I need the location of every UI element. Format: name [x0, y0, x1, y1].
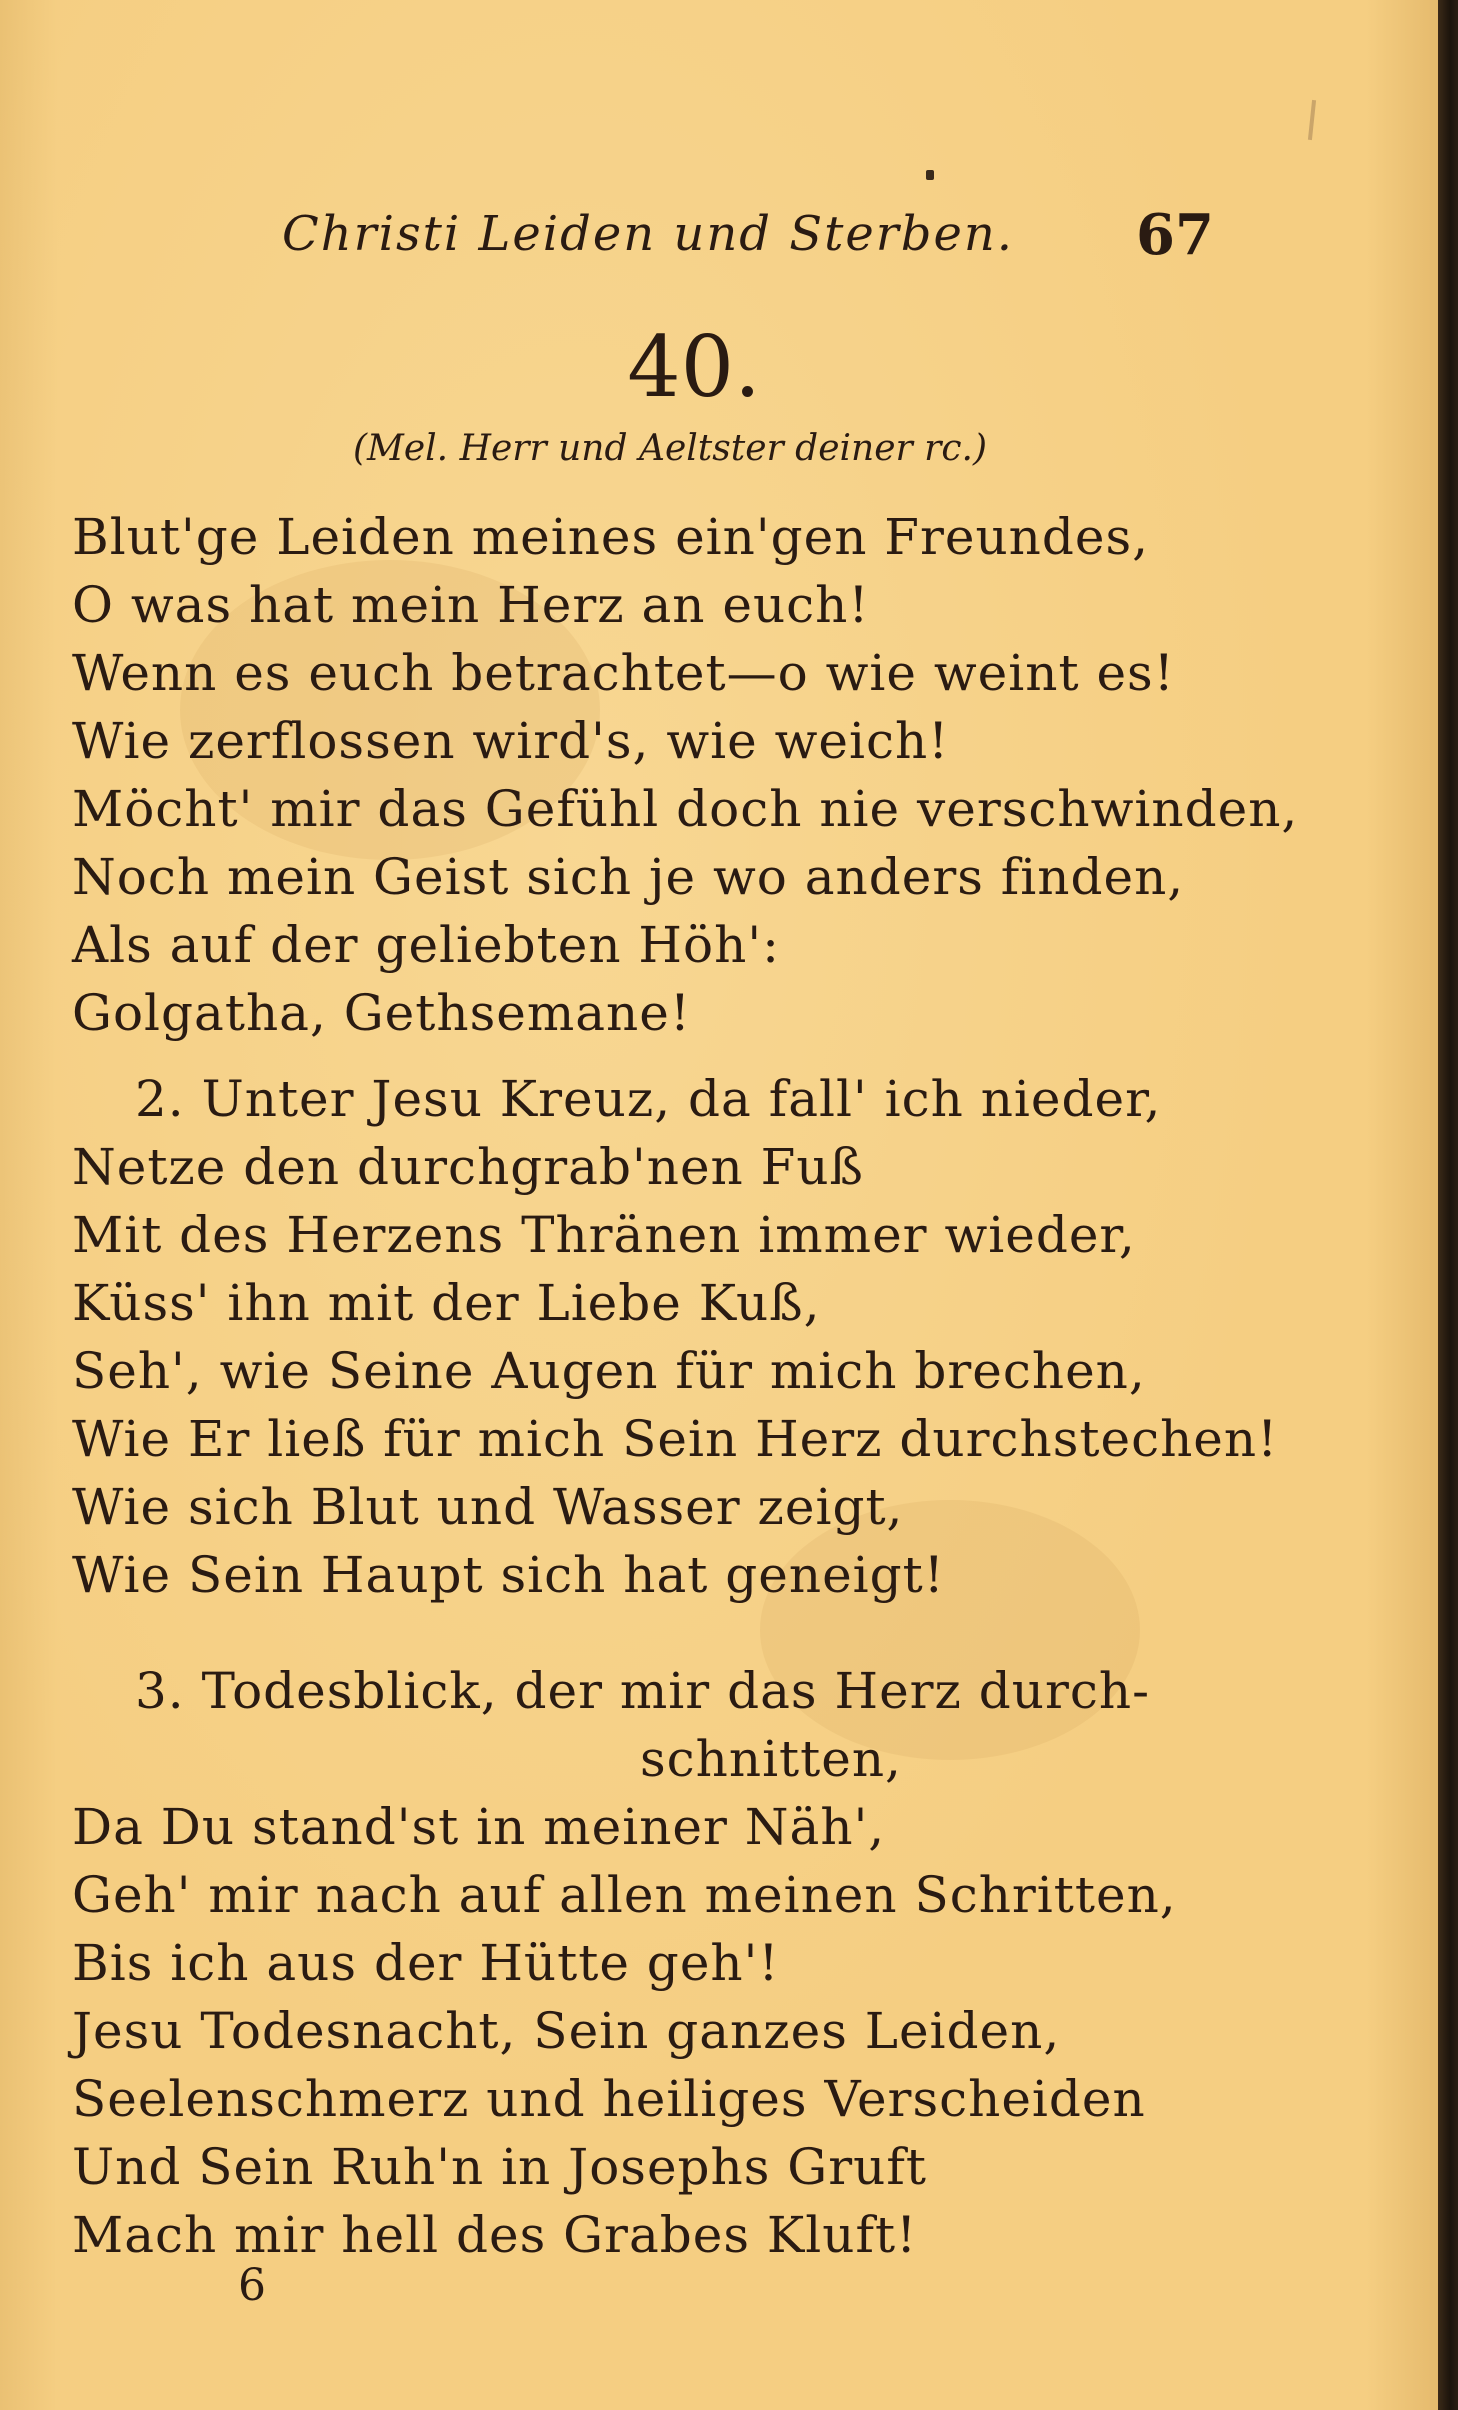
verse-2-line-4: Küss' ihn mit der Liebe Kuß, — [72, 1274, 821, 1332]
verse-3-line-1: 3. Todesblick, der mir das Herz durch- — [135, 1662, 1151, 1720]
verse-2-line-6: Wie Er ließ für mich Sein Herz durchstechen! — [72, 1410, 1279, 1468]
hymn-number-text: 40. — [627, 318, 761, 416]
hymn-number — [0, 318, 1340, 416]
verse-1-line-1: Blut'ge Leiden meines ein'gen Freundes, — [72, 508, 1150, 566]
verse-1-line-6: Noch mein Geist sich je wo anders finden, — [72, 848, 1185, 906]
verse-3-line-3: Geh' mir nach auf allen meinen Schritten, — [72, 1866, 1177, 1924]
verse-1-line-8: Golgatha, Gethsemane! — [72, 984, 691, 1042]
verse-1-line-4: Wie zerflossen wird's, wie weich! — [72, 712, 950, 770]
signature-mark: 6 — [238, 2260, 266, 2311]
paper-stain — [760, 1500, 1140, 1760]
verse-2-line-2: Netze den durchgrab'nen Fuß — [72, 1138, 864, 1196]
verse-3-line-6: Seelenschmerz und heiliges Verscheiden — [72, 2070, 1146, 2128]
page-number: 67 — [1136, 202, 1214, 268]
verse-3-line-4: Bis ich aus der Hütte geh'! — [72, 1934, 780, 1992]
verse-3-line-7: Und Sein Ruh'n in Josephs Gruft — [72, 2138, 927, 2196]
ink-dot — [926, 170, 934, 180]
verse-3-line-2: Da Du stand'st in meiner Näh', — [72, 1798, 886, 1856]
paper-mark — [1308, 100, 1316, 140]
verse-2-line-3: Mit des Herzens Thränen immer wieder, — [72, 1206, 1136, 1264]
verse-2-line-1: 2. Unter Jesu Kreuz, da fall' ich nieder, — [135, 1070, 1162, 1128]
verse-2-line-7: Wie sich Blut und Wasser zeigt, — [72, 1478, 904, 1536]
book-spine-edge — [1438, 0, 1458, 2410]
verse-2-line-8: Wie Sein Haupt sich hat geneigt! — [72, 1546, 945, 1604]
melody-note: (Mel. Herr und Aeltster deiner rc.) — [352, 428, 988, 469]
verse-1-line-3: Wenn es euch betrachtet—o wie weint es! — [72, 644, 1175, 702]
verse-2-line-5: Seh', wie Seine Augen für mich brechen, — [72, 1342, 1146, 1400]
verse-3-line-5: Jesu Todesnacht, Sein ganzes Leiden, — [72, 2002, 1061, 2060]
verse-3-line-1-continuation: schnitten, — [640, 1730, 902, 1788]
running-head: Christi Leiden und Sterben. — [282, 206, 1015, 262]
verse-1-line-7: Als auf der geliebten Höh': — [72, 916, 780, 974]
verse-1-line-2: O was hat mein Herz an euch! — [72, 576, 870, 634]
verse-3-line-8: Mach mir hell des Grabes Kluft! — [72, 2206, 918, 2264]
verse-1-line-5: Möcht' mir das Gefühl doch nie verschwinden, — [72, 780, 1299, 838]
